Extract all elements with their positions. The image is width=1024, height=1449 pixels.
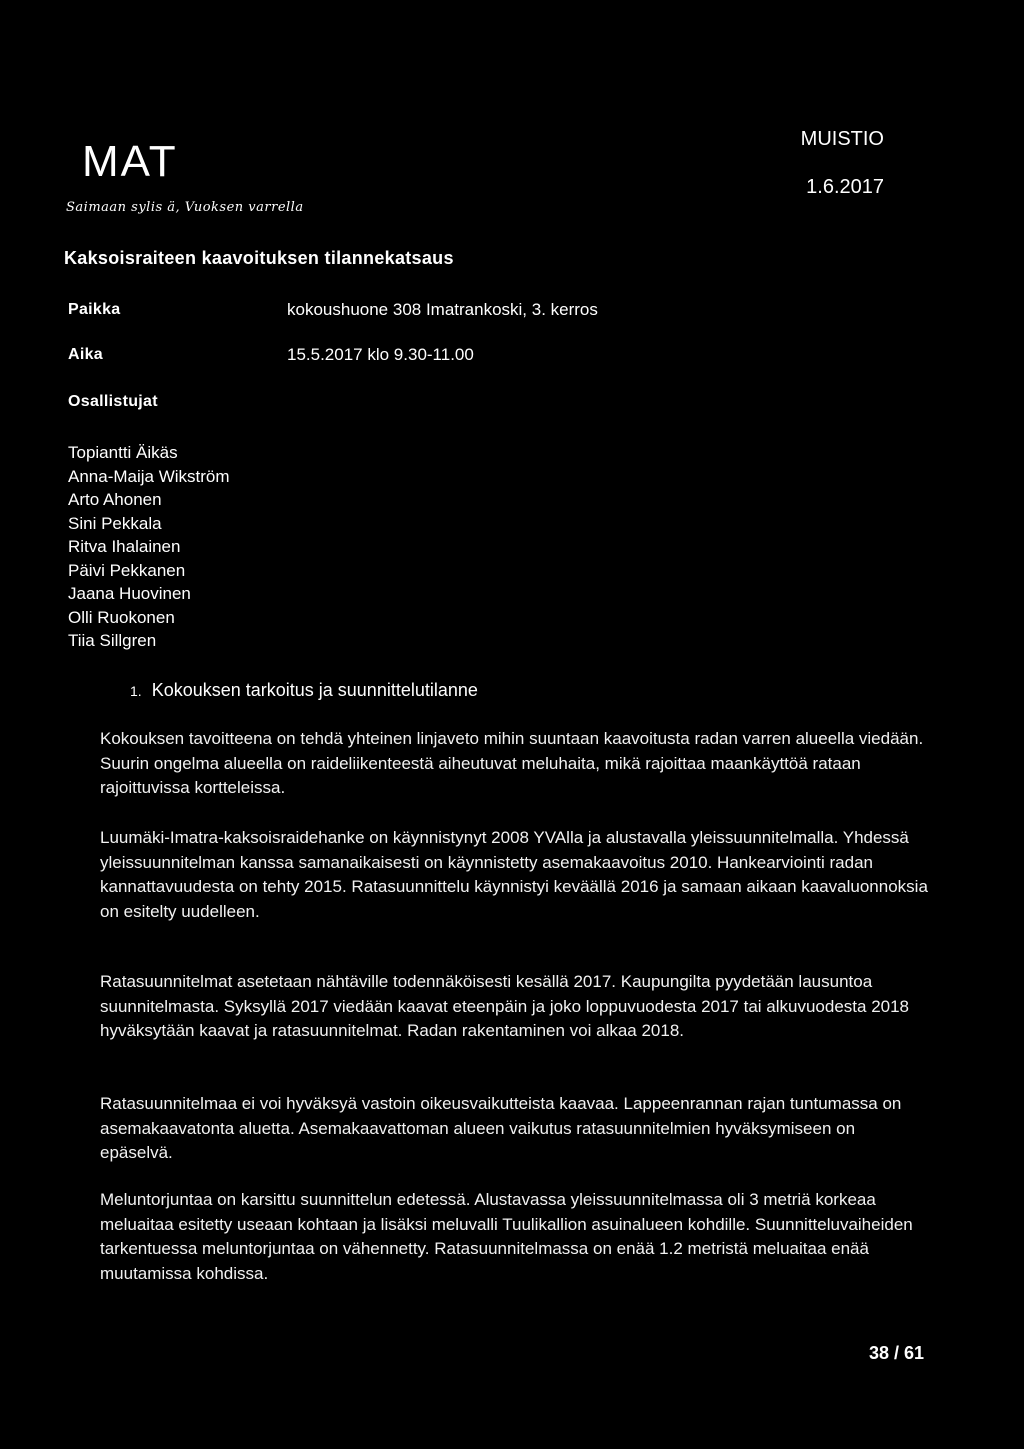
logo-mark: MAT <box>82 137 178 186</box>
place-value: kokoushuone 308 Imatrankoski, 3. kerros <box>287 300 598 319</box>
participants-list <box>68 441 230 653</box>
participant-item: Anna-Maija Wikström <box>68 466 230 486</box>
paragraph: Ratasuunnitelmat asetetaan nähtäville todennäköisesti kesällä 2017. Kaupungilta pyydetään lausuntoa suunnitelmasta. Syksyllä 2017 viedään kaavat eteenpäin ja joko loppuvuodesta 2017 tai alkuvuodesta 2018 hyväksytään kaavat ja ratasuunnitelmat. Radan rakentaminen voi alkaa 2018. <box>100 972 910 1040</box>
participant-item: Ritva Ihalainen <box>68 537 181 556</box>
participant-item: Arto Ahonen <box>68 490 162 509</box>
section-number: 1. <box>130 683 142 699</box>
participant-item: Tiia Sillgren <box>68 631 157 650</box>
meeting-title: Kaksoisraiteen kaavoituksen tilannekatsaus <box>64 248 454 268</box>
place-label: Paikka <box>68 301 121 318</box>
document-type: MUISTIO <box>800 128 884 150</box>
participant-item: Jaana Huovinen <box>68 584 191 603</box>
participant-item: Topiantti Äikäs <box>68 443 178 462</box>
paragraph: Kokouksen tavoitteena on tehdä yhteinen linjaveto mihin suuntaan kaavoitusta radan varren alueella viedään. Suurin ongelma alueella on raideliikenteestä aiheutuvat meluhaita, mikä rajoittaa maankäyttöä rataan rajoittuvissa kortteleissa. <box>100 729 924 797</box>
time-value: 15.5.2017 klo 9.30-11.00 <box>287 345 474 364</box>
participant-item: Olli Ruokonen <box>68 607 175 627</box>
time-label: Aika <box>68 346 103 363</box>
logo-tagline: Saimaan sylis ä, Vuoksen varrella <box>66 200 304 215</box>
participants-label: Osallistujat <box>68 393 158 410</box>
section-title: Kokouksen tarkoitus ja suunnittelutilanne <box>151 680 478 700</box>
participant-item: Sini Pekkala <box>68 513 162 533</box>
paragraph: Ratasuunnitelmaa ei voi hyväksyä vastoin oikeusvaikutteista kaavaa. Lappeenrannan rajan tuntumassa on asemakaavatonta aluetta. Asemakaavattoman alueen vaikutus ratasuunnitelmien hyväksymiseen on epäselvä. <box>100 1094 902 1162</box>
page-number: 38 / 61 <box>868 1343 924 1363</box>
paragraph: Luumäki-Imatra-kaksoisraidehanke on käynnistynyt 2008 YVAlla ja alustavalla yleissuunnitelmalla. Yhdessä yleissuunnitelman kanssa samanaikaisesti on käynnistetty asemakaavoitus 2010. Hankearviointi radan kannattavuudesta on tehty 2015. Ratasuunnittelu käynnistyi keväällä 2016 ja samaan aikaan kaavaluonnoksia on esitelty uudelleen. <box>100 828 928 921</box>
paragraph: Meluntorjuntaa on karsittu suunnittelun edetessä. Alustavassa yleissuunnitelmassa oli 3 metriä korkeaa meluaitaa esitetty useaan kohtaan ja lisäksi meluvalli Tuulikallion asuinalueen kohdille. Suunnitteluvaiheiden tarkentuessa meluntorjuntaa on vähennetty. Ratasuunnitelmassa on enää 1.2 metristä meluaitaa enää muutamissa kohdissa. <box>100 1190 913 1283</box>
document-date: 1.6.2017 <box>806 176 884 198</box>
participant-item: Päivi Pekkanen <box>68 560 186 580</box>
section-heading <box>130 680 478 701</box>
